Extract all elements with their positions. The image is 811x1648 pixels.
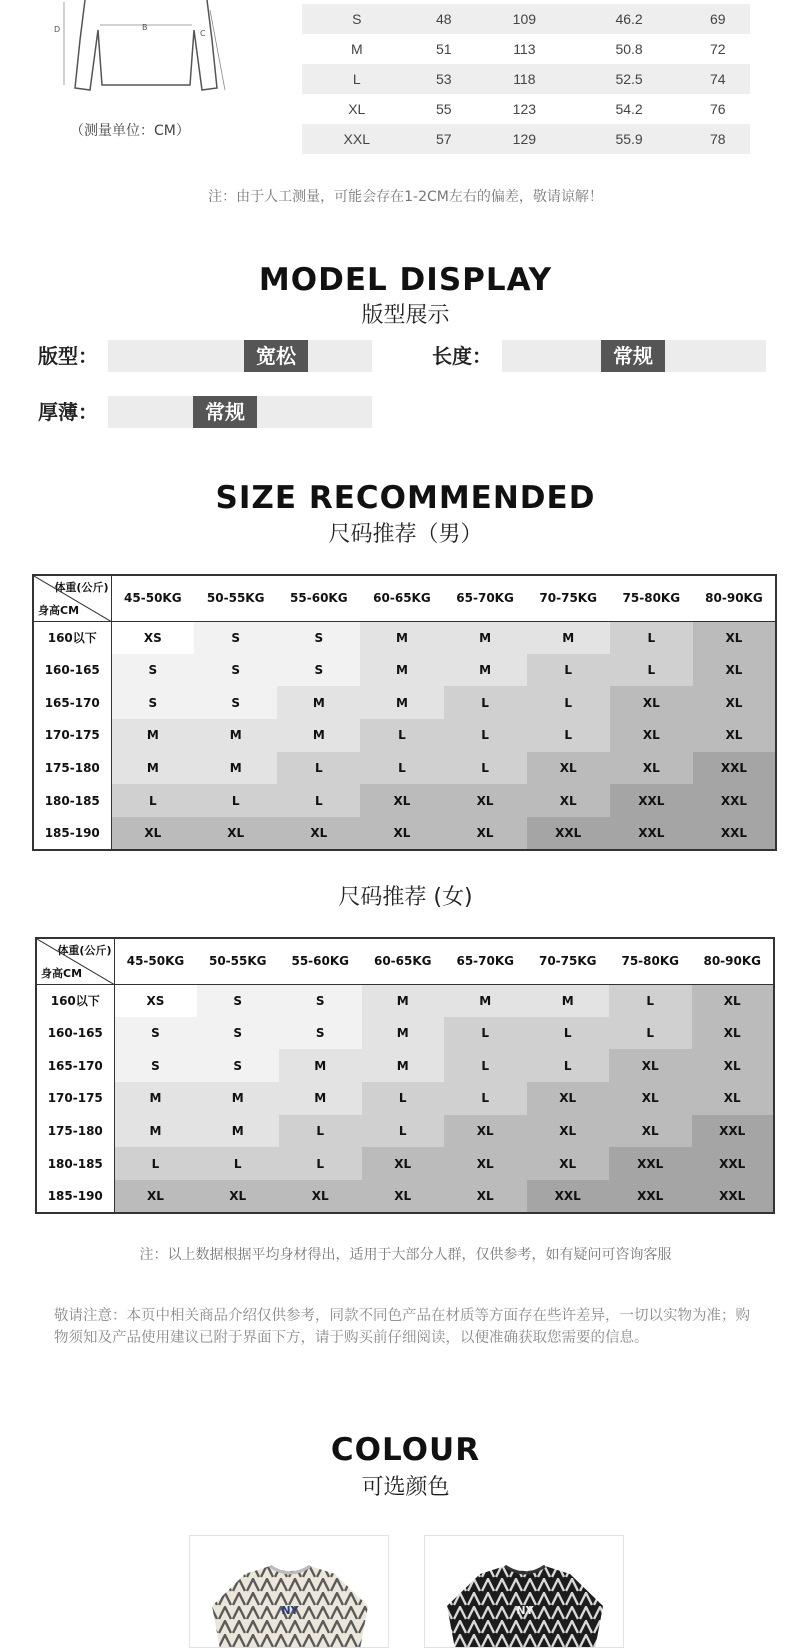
recommended-size-cell: XXL: [527, 1180, 610, 1213]
recommended-size-cell: M: [360, 686, 443, 719]
measurement-unit-caption: （测量单位：CM）: [70, 123, 190, 139]
recommended-size-cell: L: [362, 1115, 445, 1148]
cream-tshirt-image: [190, 1536, 389, 1648]
recommended-size-cell: XXL: [693, 752, 776, 785]
recommended-size-cell: XL: [609, 1049, 692, 1082]
recommended-size-cell: XL: [693, 621, 776, 654]
black-tshirt-image: [425, 1536, 624, 1648]
weight-column-header: 70-75KG: [527, 938, 610, 984]
height-row: [33, 719, 776, 752]
recommended-size-cell: L: [527, 1049, 610, 1082]
recommended-size-cell: M: [360, 654, 443, 687]
colour-option-black[interactable]: [424, 1535, 624, 1648]
height-row-header: 175-180: [36, 1115, 114, 1148]
recommended-size-cell: L: [444, 752, 527, 785]
recommended-size-cell: XL: [444, 1147, 527, 1180]
recommended-size-cell: M: [194, 752, 277, 785]
recommended-size-cell: S: [197, 1049, 280, 1082]
height-row-header: 180-185: [36, 1147, 114, 1180]
weight-header-row: [33, 575, 776, 621]
recommended-size-cell: XL: [692, 984, 775, 1017]
recommended-size-cell: L: [610, 654, 693, 687]
weight-column-header: 60-65KG: [360, 575, 443, 621]
recommended-size-cell: XL: [610, 719, 693, 752]
recommended-size-cell: L: [194, 784, 277, 817]
measurement-cell: 72: [709, 41, 726, 57]
measurement-cell: 118: [476, 64, 573, 94]
recommended-size-cell: M: [444, 984, 527, 1017]
recommended-size-cell: L: [362, 1082, 445, 1115]
thickness-value: 常规: [193, 396, 257, 428]
recommended-size-cell: M: [277, 686, 360, 719]
recommended-size-cell: XXL: [609, 1147, 692, 1180]
measurement-cell: 48: [412, 4, 476, 34]
recommended-size-cell: XL: [279, 1180, 362, 1213]
recommended-size-cell: L: [444, 1049, 527, 1082]
recommended-size-cell: S: [111, 654, 194, 687]
height-row-header: 170-175: [33, 719, 111, 752]
size-label-cell: XXL: [302, 124, 412, 154]
weight-axis-label: 体重(公斤): [54, 581, 109, 594]
recommended-size-cell: L: [527, 1017, 610, 1050]
height-row-header: 165-170: [33, 686, 111, 719]
measurement-cell: 69: [685, 4, 750, 34]
recommended-size-cell: S: [114, 1017, 197, 1050]
recommended-size-cell: XL: [444, 817, 527, 850]
recommended-size-cell: M: [197, 1115, 280, 1148]
height-axis-label: 身高CM: [38, 603, 80, 617]
weight-column-header: 80-90KG: [693, 575, 776, 621]
recommended-size-cell: XL: [527, 1082, 610, 1115]
measurement-table: [302, 4, 750, 154]
recommended-size-cell: XL: [360, 817, 443, 850]
measurement-cell: 78: [685, 124, 750, 154]
model-display-title: MODEL DISPLAY: [258, 262, 553, 298]
weight-column-header: 50-55KG: [197, 938, 280, 984]
purchase-notice: 敬请注意：本页中相关商品介绍仅供参考，同款不同色产品在材质等方面存在些许差异，一切以实物为准；购物须知及产品使用建议已附于界面下方，请于购买前仔细阅读，以便准确获取您需要的信息。: [54, 1308, 750, 1346]
measurement-cell: 50.8: [615, 41, 643, 57]
size-recommendation-note: 注：以上数据根据平均身材得出，适用于大部分人群，仅供参考，如有疑问可咨询客服: [139, 1247, 672, 1263]
recommended-size-cell: L: [527, 719, 610, 752]
height-row: [33, 654, 776, 687]
recommended-size-cell: M: [527, 621, 610, 654]
recommended-size-cell: L: [360, 752, 443, 785]
recommended-size-cell: XXL: [610, 784, 693, 817]
measurement-row: [302, 34, 750, 64]
measurement-row: [302, 64, 750, 94]
recommended-size-cell: L: [527, 654, 610, 687]
diagram-dimension-label: C: [200, 29, 206, 38]
weight-column-header: 45-50KG: [111, 575, 194, 621]
measurement-cell: 109: [476, 4, 573, 34]
recommended-size-cell: L: [444, 1017, 527, 1050]
recommended-size-cell: S: [194, 621, 277, 654]
measurement-note: 注：由于人工测量，可能会存在1-2CM左右的偏差，敬请谅解！: [208, 189, 603, 205]
recommended-size-cell: L: [279, 1147, 362, 1180]
recommended-size-cell: XXL: [610, 817, 693, 850]
recommended-size-cell: S: [197, 984, 280, 1017]
length-scale: [502, 340, 766, 372]
recommended-size-cell: XL: [527, 752, 610, 785]
weight-column-header: 60-65KG: [362, 938, 445, 984]
recommended-size-cell: L: [277, 784, 360, 817]
measurement-section: [0, 0, 811, 230]
thickness-scale: [108, 396, 372, 428]
measurement-cell: 55: [435, 101, 452, 117]
recommended-size-cell: M: [362, 984, 445, 1017]
recommended-size-cell: S: [111, 686, 194, 719]
weight-column-header: 65-70KG: [444, 575, 527, 621]
height-row-header: 160-165: [36, 1017, 114, 1050]
recommended-size-cell: M: [279, 1049, 362, 1082]
men-size-subtitle: 尺码推荐（男）: [328, 522, 483, 547]
recommended-size-cell: XL: [444, 784, 527, 817]
height-row: [36, 1017, 774, 1050]
measurement-cell: 123: [512, 101, 537, 117]
recommended-size-cell: XS: [114, 984, 197, 1017]
recommended-size-cell: XL: [444, 1115, 527, 1148]
height-row-header: 160-165: [33, 654, 111, 687]
recommended-size-cell: XXL: [609, 1180, 692, 1213]
recommended-size-cell: XL: [692, 1017, 775, 1050]
recommended-size-cell: XL: [444, 1180, 527, 1213]
recommended-size-cell: L: [279, 1115, 362, 1148]
weight-column-header: 55-60KG: [279, 938, 362, 984]
height-row: [36, 1082, 774, 1115]
fit-type-label: 版型：: [38, 344, 98, 368]
colour-subtitle: 可选颜色: [361, 1475, 450, 1500]
recommended-size-cell: XL: [692, 1082, 775, 1115]
recommended-size-cell: S: [277, 654, 360, 687]
recommended-size-cell: XL: [609, 1115, 692, 1148]
recommended-size-cell: S: [279, 1017, 362, 1050]
recommended-size-cell: L: [610, 621, 693, 654]
recommended-size-cell: S: [197, 1017, 280, 1050]
recommended-size-cell: M: [360, 621, 443, 654]
weight-column-header: 50-55KG: [194, 575, 277, 621]
recommended-size-cell: S: [194, 686, 277, 719]
recommended-size-cell: XL: [609, 1082, 692, 1115]
recommended-size-cell: L: [360, 719, 443, 752]
recommended-size-cell: M: [362, 1017, 445, 1050]
colour-title: COLOUR: [330, 1432, 481, 1468]
recommended-size-cell: XXL: [692, 1180, 775, 1213]
recommended-size-cell: M: [197, 1082, 280, 1115]
measurement-cell: 113: [513, 41, 536, 57]
measurement-cell: 55.9: [573, 124, 686, 154]
recommended-size-cell: M: [111, 719, 194, 752]
weight-column-header: 75-80KG: [610, 575, 693, 621]
recommended-size-cell: S: [277, 621, 360, 654]
recommended-size-cell: M: [111, 752, 194, 785]
weight-axis-label: 体重(公斤): [57, 944, 112, 957]
recommended-size-cell: M: [114, 1115, 197, 1148]
height-row: [33, 752, 776, 785]
measurement-row: [302, 94, 750, 124]
recommended-size-cell: L: [444, 686, 527, 719]
recommended-size-cell: XL: [360, 784, 443, 817]
recommended-size-cell: L: [444, 719, 527, 752]
height-row-header: 175-180: [33, 752, 111, 785]
fit-type-scale: [108, 340, 372, 372]
recommended-size-cell: XXL: [692, 1147, 775, 1180]
measurement-cell: 129: [476, 124, 573, 154]
recommended-size-cell: M: [444, 654, 527, 687]
length-label: 长度：: [432, 344, 492, 368]
ny-logo-icon: NY: [281, 1604, 299, 1617]
measurement-cell: 76: [709, 101, 726, 117]
recommended-size-cell: L: [609, 1017, 692, 1050]
size-label-cell: S: [302, 4, 412, 34]
recommended-size-cell: XL: [362, 1147, 445, 1180]
weight-header-row: [36, 938, 774, 984]
measurement-cell: 57: [412, 124, 476, 154]
recommended-size-cell: XL: [362, 1180, 445, 1213]
diagram-dimension-label: D: [54, 25, 61, 34]
recommended-size-cell: L: [609, 984, 692, 1017]
measurement-cell: 51: [435, 41, 452, 57]
recommended-size-cell: XL: [277, 817, 360, 850]
measurement-cell: 46.2: [573, 4, 686, 34]
men-size-table: [32, 574, 777, 851]
recommended-size-cell: XXL: [693, 784, 776, 817]
height-row-header: 165-170: [36, 1049, 114, 1082]
recommended-size-cell: XL: [111, 817, 194, 850]
measurement-cell: 74: [685, 64, 750, 94]
height-row: [33, 817, 776, 850]
weight-column-header: 75-80KG: [609, 938, 692, 984]
recommended-size-cell: M: [277, 719, 360, 752]
recommended-size-cell: M: [194, 719, 277, 752]
recommended-size-cell: XL: [610, 752, 693, 785]
recommended-size-cell: XL: [693, 654, 776, 687]
women-size-table: [35, 937, 775, 1214]
women-size-subtitle: 尺码推荐 (女): [338, 885, 473, 910]
recommended-size-cell: XL: [197, 1180, 280, 1213]
height-row-header: 160以下: [33, 621, 111, 654]
height-row: [36, 1115, 774, 1148]
height-row: [33, 621, 776, 654]
recommended-size-cell: XXL: [693, 817, 776, 850]
recommended-size-cell: S: [194, 654, 277, 687]
height-row: [33, 784, 776, 817]
diagram-dimension-label: B: [142, 23, 148, 32]
fit-type-value: 宽松: [244, 340, 308, 372]
recommended-size-cell: L: [111, 784, 194, 817]
height-row-header: 180-185: [33, 784, 111, 817]
recommended-size-cell: XL: [527, 1115, 610, 1148]
recommended-size-cell: L: [527, 686, 610, 719]
measurement-cell: 54.2: [615, 101, 643, 117]
height-row-header: 185-190: [36, 1180, 114, 1213]
measurement-row: [302, 4, 750, 34]
height-row: [36, 984, 774, 1017]
recommended-size-cell: S: [114, 1049, 197, 1082]
weight-column-header: 70-75KG: [527, 575, 610, 621]
recommended-size-cell: XXL: [527, 817, 610, 850]
recommended-size-cell: L: [444, 1082, 527, 1115]
model-display-subtitle: 版型展示: [361, 303, 450, 328]
recommended-size-cell: XL: [693, 686, 776, 719]
height-row: [36, 1180, 774, 1213]
recommended-size-cell: M: [114, 1082, 197, 1115]
recommended-size-cell: M: [527, 984, 610, 1017]
measurement-cell: 52.5: [573, 64, 686, 94]
weight-column-header: 65-70KG: [444, 938, 527, 984]
recommended-size-cell: XL: [610, 686, 693, 719]
recommended-size-cell: L: [114, 1147, 197, 1180]
size-label-cell: M: [350, 41, 363, 57]
table-corner-header: [33, 575, 111, 621]
colour-option-cream[interactable]: [189, 1535, 389, 1648]
size-recommended-title: SIZE RECOMMENDED: [215, 480, 596, 516]
measurement-row: [302, 124, 750, 154]
table-corner-header: [36, 938, 114, 984]
recommended-size-cell: XL: [114, 1180, 197, 1213]
height-row: [36, 1049, 774, 1082]
garment-measurement-diagram: [50, 0, 230, 100]
height-axis-label: 身高CM: [41, 966, 83, 980]
recommended-size-cell: M: [362, 1049, 445, 1082]
thickness-label: 厚薄：: [38, 400, 98, 424]
height-row: [33, 686, 776, 719]
recommended-size-cell: XL: [693, 719, 776, 752]
height-row: [36, 1147, 774, 1180]
weight-column-header: 80-90KG: [692, 938, 775, 984]
height-row-header: 185-190: [33, 817, 111, 850]
recommended-size-cell: XL: [692, 1049, 775, 1082]
recommended-size-cell: XL: [527, 1147, 610, 1180]
recommended-size-cell: XL: [527, 784, 610, 817]
weight-column-header: 55-60KG: [277, 575, 360, 621]
recommended-size-cell: L: [277, 752, 360, 785]
recommended-size-cell: M: [444, 621, 527, 654]
size-label-cell: L: [302, 64, 412, 94]
size-label-cell: XL: [348, 101, 366, 117]
recommended-size-cell: L: [197, 1147, 280, 1180]
height-row-header: 160以下: [36, 984, 114, 1017]
recommended-size-cell: S: [279, 984, 362, 1017]
recommended-size-cell: M: [279, 1082, 362, 1115]
height-row-header: 170-175: [36, 1082, 114, 1115]
weight-column-header: 45-50KG: [114, 938, 197, 984]
recommended-size-cell: XXL: [692, 1115, 775, 1148]
recommended-size-cell: XS: [111, 621, 194, 654]
measurement-cell: 53: [412, 64, 476, 94]
ny-logo-icon: NY: [516, 1604, 534, 1617]
length-value: 常规: [601, 340, 665, 372]
recommended-size-cell: XL: [194, 817, 277, 850]
